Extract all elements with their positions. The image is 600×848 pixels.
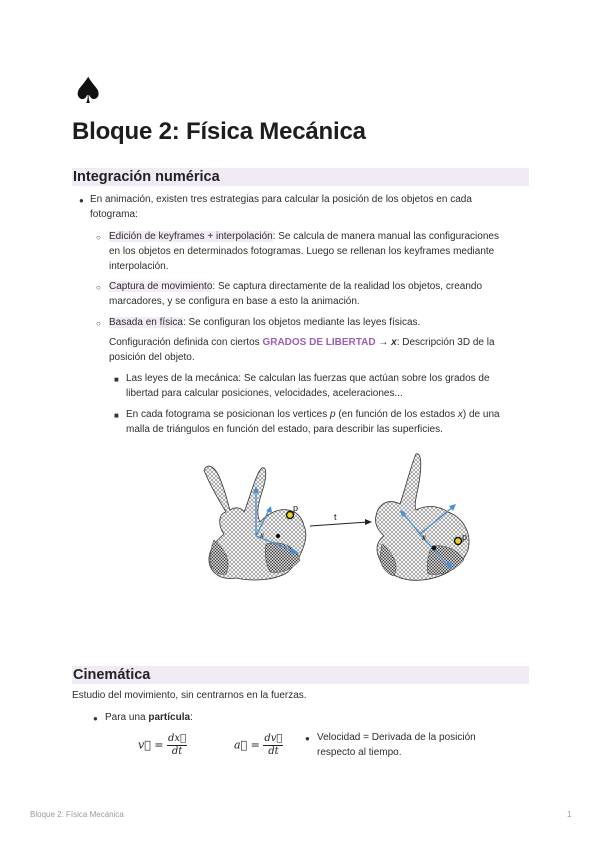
eq1-lhs: v⃗ = <box>138 738 164 752</box>
page-number: 1 <box>567 810 572 819</box>
bullet-square-icon: ■ <box>114 375 119 384</box>
sub2-mid: (en función de los estados <box>335 409 458 420</box>
sub-item-leyes-line-2: libertad para calcular posiciones, velocidades, aceleraciones... <box>126 388 403 399</box>
intro-line-1: En animación, existen tres estrategias para calcular la posición de los objetos en cada <box>90 194 472 205</box>
bullet-disc-icon: ● <box>93 714 98 723</box>
label-p-right: p <box>462 532 468 542</box>
item-captura-line-2: marcadores, y se configura en base a esto la animación. <box>109 296 360 307</box>
label-p-left: p <box>293 503 299 513</box>
bunny-right <box>375 454 469 580</box>
bunny-figure <box>196 448 486 588</box>
item-keyframes-line-2: en los objetos en determinados fotogramas. Luego se rellenan los keyframes mediante <box>109 246 495 257</box>
footer-title: Bloque 2: Física Mecánica <box>30 810 124 819</box>
eq1-num: dx⃗ <box>168 733 187 744</box>
item-captura <box>109 279 482 294</box>
config-pre: Configuración definida con ciertos <box>109 337 263 348</box>
item-keyframes <box>109 229 499 244</box>
eq2-num: dv⃗ <box>264 733 283 744</box>
fisica-label: Basada en física <box>109 317 183 328</box>
bullet-circle-icon: ○ <box>96 283 101 292</box>
particula-line <box>105 710 193 725</box>
particula-post: : <box>190 712 193 723</box>
sub-item-fotograma <box>126 407 500 422</box>
equation-acceleration <box>234 733 283 758</box>
sub-item-leyes: Las leyes de la mecánica: Se calculan las fuerzas que actúan sobre los grados de <box>126 373 490 384</box>
intro-line-2: fotograma: <box>90 209 138 220</box>
time-arrow <box>310 522 368 526</box>
captura-desc: : Se captura directamente de la realidad los objetos, creando <box>212 281 482 292</box>
bullet-circle-icon: ○ <box>96 233 101 242</box>
config-post: : Descripción 3D de la <box>396 337 495 348</box>
bunny-left <box>204 466 306 580</box>
bullet-square-icon: ■ <box>114 411 119 420</box>
eq2-den: dt <box>268 746 279 757</box>
spade-icon: ♠ <box>72 71 105 112</box>
item-keyframes-line-3: interpolación. <box>109 261 169 272</box>
eq2-lhs: a⃗ = <box>234 738 260 752</box>
velocity-line-2: respecto al tiempo. <box>317 747 402 758</box>
sub-item-fotograma-line-2: malla de triángulos en función del estado, para describir las superficies. <box>126 424 443 435</box>
particula-bold: partícula <box>148 712 191 723</box>
heading-cinematica: Cinemática <box>72 666 529 684</box>
config-line-1 <box>109 335 495 350</box>
velocity-line-1: Velocidad = Derivada de la posición <box>317 732 476 743</box>
config-var: x <box>391 337 397 348</box>
keyframes-desc: : Se calcula de manera manual las configuraciones <box>272 231 499 242</box>
heading-integracion-numerica: Integración numérica <box>72 168 529 186</box>
bullet-circle-icon: ○ <box>96 319 101 328</box>
particula-pre: Para una <box>105 712 149 723</box>
fisica-desc: : Se configuran los objetos mediante las leyes físicas. <box>182 317 421 328</box>
eq1-den: dt <box>171 746 183 757</box>
grados-libertad: GRADOS DE LIBERTAD <box>262 337 376 348</box>
sub2-p: p <box>330 409 336 420</box>
bullet-disc-icon: ● <box>305 734 310 743</box>
page-title: Bloque 2: Física Mecánica <box>72 118 366 145</box>
label-x-left: x <box>260 531 264 540</box>
captura-label: Captura de movimiento <box>109 281 213 292</box>
sub2-pre: En cada fotograma se posicionan los vertices <box>126 409 330 420</box>
bullet-disc-icon: ● <box>79 196 84 205</box>
equation-velocity <box>138 733 187 758</box>
sub2-post: ) de una <box>462 409 500 420</box>
item-fisica <box>109 315 420 330</box>
cinematica-intro: Estudio del movimiento, sin centrarnos en la fuerzas. <box>72 690 307 701</box>
label-t: t <box>334 512 337 522</box>
config-line-2: posición del objeto. <box>109 352 195 363</box>
label-x-right: x <box>422 533 426 542</box>
keyframes-label: Edición de keyframes + interpolación <box>109 231 273 242</box>
sub2-x: x <box>457 409 463 420</box>
config-arrow: → <box>375 337 392 348</box>
